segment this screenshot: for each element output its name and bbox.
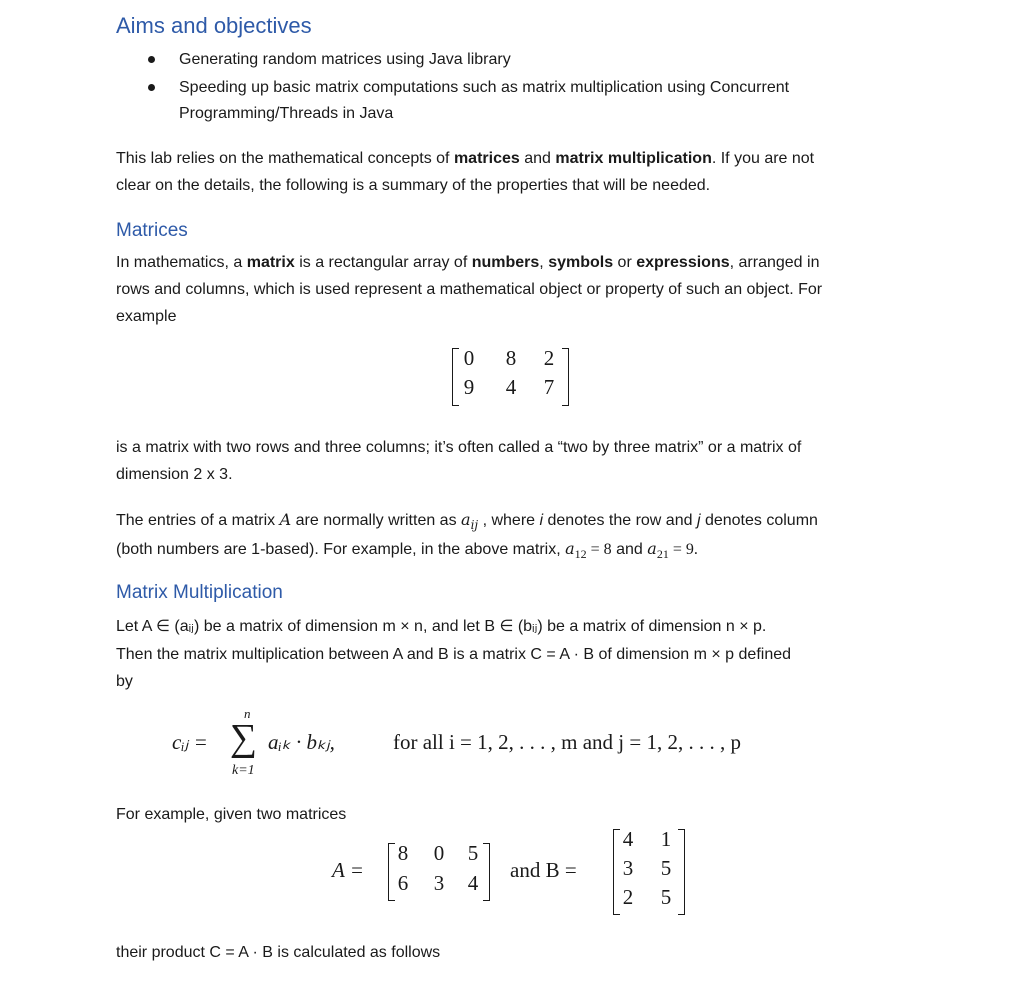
matrix-cell: 3 [622,856,634,880]
matrix-cell: 6 [397,871,409,895]
matrix-cell: 2 [543,346,555,370]
matrix-cell: 1 [660,827,672,851]
matrices-line-2: rows and columns, which is used represent a mathematical object or property of such an object. For [116,281,823,298]
formula-condition: for all i = 1, 2, . . . , m and j = 1, 2, . . . , p [393,730,741,754]
right-bracket [483,843,490,901]
example-matrix [452,348,572,406]
mult-line-2: Then the matrix multiplication between A and B is a matrix C = A · B of dimension m × p defined [116,646,792,663]
matrix-cell: 4 [505,375,517,399]
product-line: their product C = A · B is calculated as follows [116,944,441,961]
matrix-cell: 8 [397,841,409,865]
aims-bullet-2: Speeding up basic matrix computations such as matrix multiplication using Concurrent [179,79,790,96]
matrix-b [613,829,688,915]
matrix-desc-1: is a matrix with two rows and three columns; it’s often called a “two by three matrix” or a matrix of [116,439,802,456]
bullet-dot [148,84,155,91]
aims-heading: Aims and objectives [116,13,312,38]
matrix-b-label: and B = [510,858,577,882]
matrix-cell: 0 [433,841,445,865]
sum-lower-limit: k=1 [232,763,255,778]
sum-upper-limit: n [244,706,251,721]
matrix-cell: 4 [622,827,634,851]
matrix-desc-2: dimension 2 x 3. [116,466,233,483]
matrices-line-1: In mathematics, a matrix is a rectangular array of numbers, symbols or expressions, arranged in [116,254,820,271]
bullet-dot [148,56,155,63]
right-bracket [678,829,685,915]
matrix-a-label: A = [332,858,364,882]
matrices-heading: Matrices [116,220,188,241]
intro-line-1: This lab relies on the mathematical concepts of matrices and matrix multiplication. If you are not [116,150,815,167]
matrix-cell: 8 [505,346,517,370]
matrix-cell: 5 [467,841,479,865]
entries-line-2: (both numbers are 1-based). For example, in the above matrix, $a_{12} = 8$ and $a_{21} = 9$. [116,539,698,562]
matrix-cell: 3 [433,871,445,895]
matrix-cell: 4 [467,871,479,895]
formula-lhs: cᵢⱼ = [172,730,208,754]
formula-term: aᵢₖ · bₖⱼ, [268,730,335,754]
mult-line-3: by [116,673,133,690]
aims-bullet-2-cont: Programming/Threads in Java [179,105,394,122]
aims-bullet-1: Generating random matrices using Java library [179,51,511,68]
mult-line-1: Let A ∈ (aᵢⱼ) be a matrix of dimension m × n, and let B ∈ (bᵢⱼ) be a matrix of dimension n × p. [116,618,767,635]
matrix-cell: 5 [660,856,672,880]
matrix-cell: 0 [463,346,475,370]
matrix-cell: 2 [622,885,634,909]
matrix-cell: 5 [660,885,672,909]
right-bracket [562,348,569,406]
matrix-a [388,843,493,901]
entries-line-1: The entries of a matrix A are normally written as $a_{ij}$ , where i denotes the row and j denotes column [116,510,818,533]
sum-symbol: ∑ [230,717,258,759]
example-intro: For example, given two matrices [116,806,347,823]
matrix-cell: 9 [463,375,475,399]
matrix-cell: 7 [543,375,555,399]
matrices-line-3: example [116,308,177,325]
mult-heading: Matrix Multiplication [116,582,283,603]
intro-line-2: clear on the details, the following is a summary of the properties that will be needed. [116,177,711,194]
